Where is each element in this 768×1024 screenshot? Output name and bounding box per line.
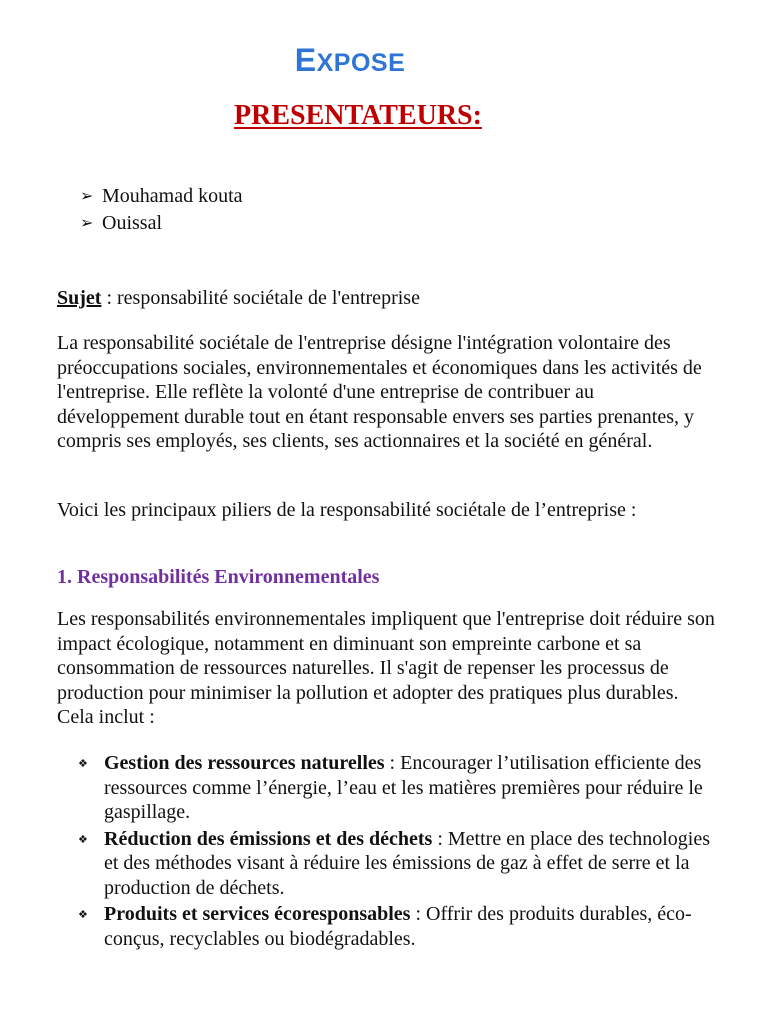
section-heading: 1. Responsabilités Environnementales: [57, 566, 380, 588]
bullet-item: [78, 751, 718, 825]
presenter-name: Mouhamad kouta: [102, 185, 243, 207]
bullet-item: [78, 827, 718, 901]
presenter-item: [80, 183, 243, 210]
bullet-item: [78, 902, 718, 951]
diamond-bullet-icon: ❖: [78, 833, 88, 846]
subject-text: : responsabilité sociétale de l'entreprise: [101, 287, 420, 309]
section-paragraph: Les responsabilités environnementales impliquent que l'entreprise doit réduire son impact écologique, notamment en diminuant son empreinte carbone et sa consommation de ressources naturelles. Il s'agit de repenser les processus de production pour minimiser la pollution et adopter des pratiques plus durables. Cela inclut :: [57, 608, 715, 728]
presenter-name: Ouissal: [102, 212, 162, 234]
bullet-term: Gestion des ressources naturelles: [104, 752, 385, 774]
bullet-term: Produits et services écoresponsables: [104, 903, 411, 925]
pillars-intro-paragraph: Voici les principaux piliers de la responsabilité sociétale de l’entreprise :: [57, 499, 637, 521]
presenters-heading: PRESENTATEURS:: [234, 100, 482, 131]
presenter-list: [80, 183, 243, 237]
diamond-bullet-icon: ❖: [78, 758, 88, 770]
subject-label: Sujet: [57, 287, 102, 309]
document-title: [0, 42, 700, 79]
pillar-bullet-list: [78, 751, 718, 953]
intro-paragraph: La responsabilité sociétale de l'entreprise désigne l'intégration volontaire des préoccupations sociales, environnementales et économiques dans les activités de l'entreprise. Elle reflète la volonté d'une entreprise de contribuer au développement durable tout en étant responsable envers ses parties prenantes, y compris ses employés, ses clients, ses actionnaires et la société en général.: [57, 332, 702, 452]
bullet-text: : Encourager l’utilisation efficiente des ressources comme l’énergie, l’eau et les matières premières pour réduire le gaspillage.: [104, 752, 703, 823]
bullet-text: : Mettre en place des technologies et des méthodes visant à réduire les émissions de gaz à effet de serre et la production de déchets.: [104, 827, 711, 899]
bullet-term: Réduction des émissions et des déchets: [104, 827, 433, 850]
presenter-item: [80, 210, 243, 237]
title-rest: XPOSE: [316, 49, 406, 77]
bullet-text: : Offrir des produits durables, éco-conçus, recyclables ou biodégradables.: [104, 903, 692, 950]
diamond-bullet-icon: ❖: [78, 909, 88, 921]
arrow-right-icon: ➢: [80, 215, 94, 232]
title-initial: E: [294, 42, 317, 78]
subject-line: [57, 286, 717, 311]
arrow-right-icon: ➢: [80, 188, 94, 205]
